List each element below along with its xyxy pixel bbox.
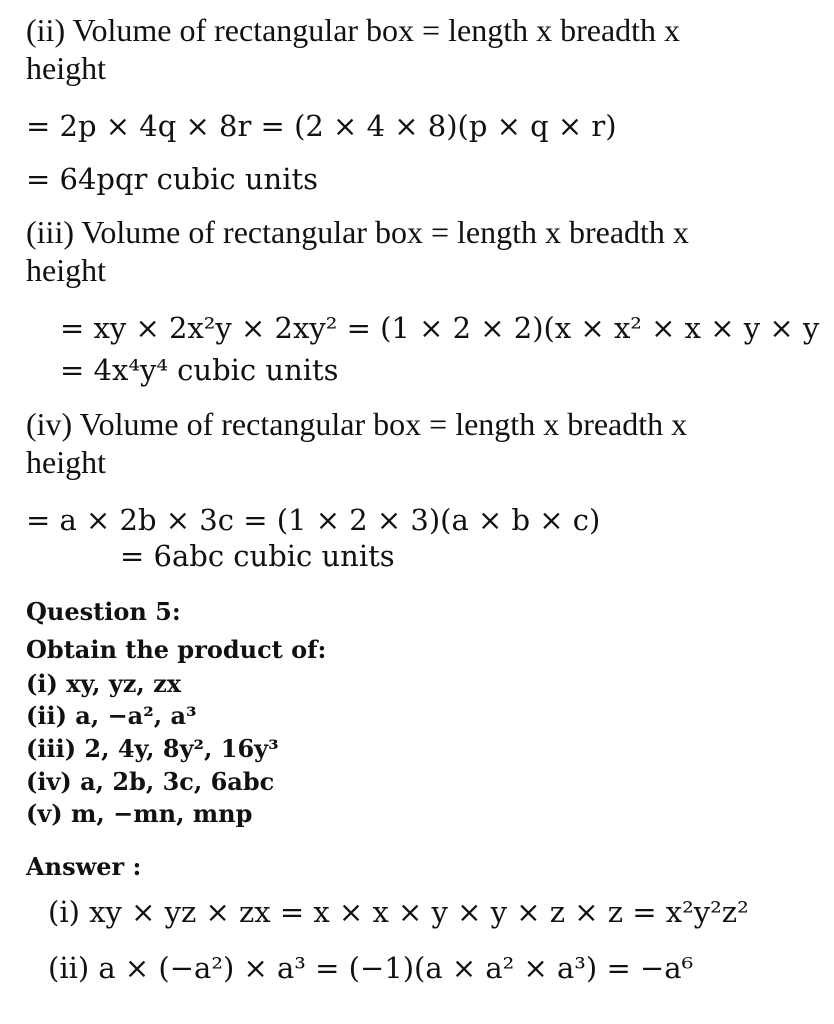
part-ii-step1: = 2p × 4q × 8r = (2 × 4 × 8)(p × q × r) (26, 109, 617, 143)
part-iii-heading-line2: height (26, 252, 106, 288)
part-iii-heading-line1: (iii) Volume of rectangular box = length x breadth x (26, 214, 689, 250)
part-iii-step1: = xy × 2x²y × 2xy² = (1 × 2 × 2)(x × x² × x × y × y (60, 311, 820, 345)
answer-title: Answer : (26, 852, 142, 881)
part-iv-step2: = 6abc cubic units (120, 539, 395, 573)
part-ii-heading-line2: height (26, 50, 106, 86)
part-iv-step1: = a × 2b × 3c = (1 × 2 × 3)(a × b × c) (26, 503, 601, 537)
part-ii-heading-line1: (ii) Volume of rectangular box = length x breadth x (26, 12, 681, 48)
question-item-iii: (iii) 2, 4y, 8y², 16y³ (26, 734, 279, 763)
question-item-ii: (ii) a, −a², a³ (26, 701, 197, 730)
answer-line-i: (i) xy × yz × zx = x × x × y × y × z × z = x²y²z² (48, 895, 749, 929)
part-iv-heading-line1: (iv) Volume of rectangular box = length x breadth x (26, 406, 688, 442)
part-iii-step2: = 4x⁴y⁴ cubic units (60, 353, 339, 387)
part-iv-heading-line2: height (26, 444, 106, 480)
question-title: Question 5: (26, 597, 181, 626)
question-item-i: (i) xy, yz, zx (26, 669, 182, 698)
answer-line-ii: (ii) a × (−a²) × a³ = (−1)(a × a² × a³) = −a⁶ (48, 951, 694, 985)
question-item-iv: (iv) a, 2b, 3c, 6abc (26, 767, 275, 796)
question-item-v: (v) m, −mn, mnp (26, 799, 253, 828)
question-prompt: Obtain the product of: (26, 635, 327, 664)
part-ii-step2: = 64pqr cubic units (26, 162, 319, 196)
